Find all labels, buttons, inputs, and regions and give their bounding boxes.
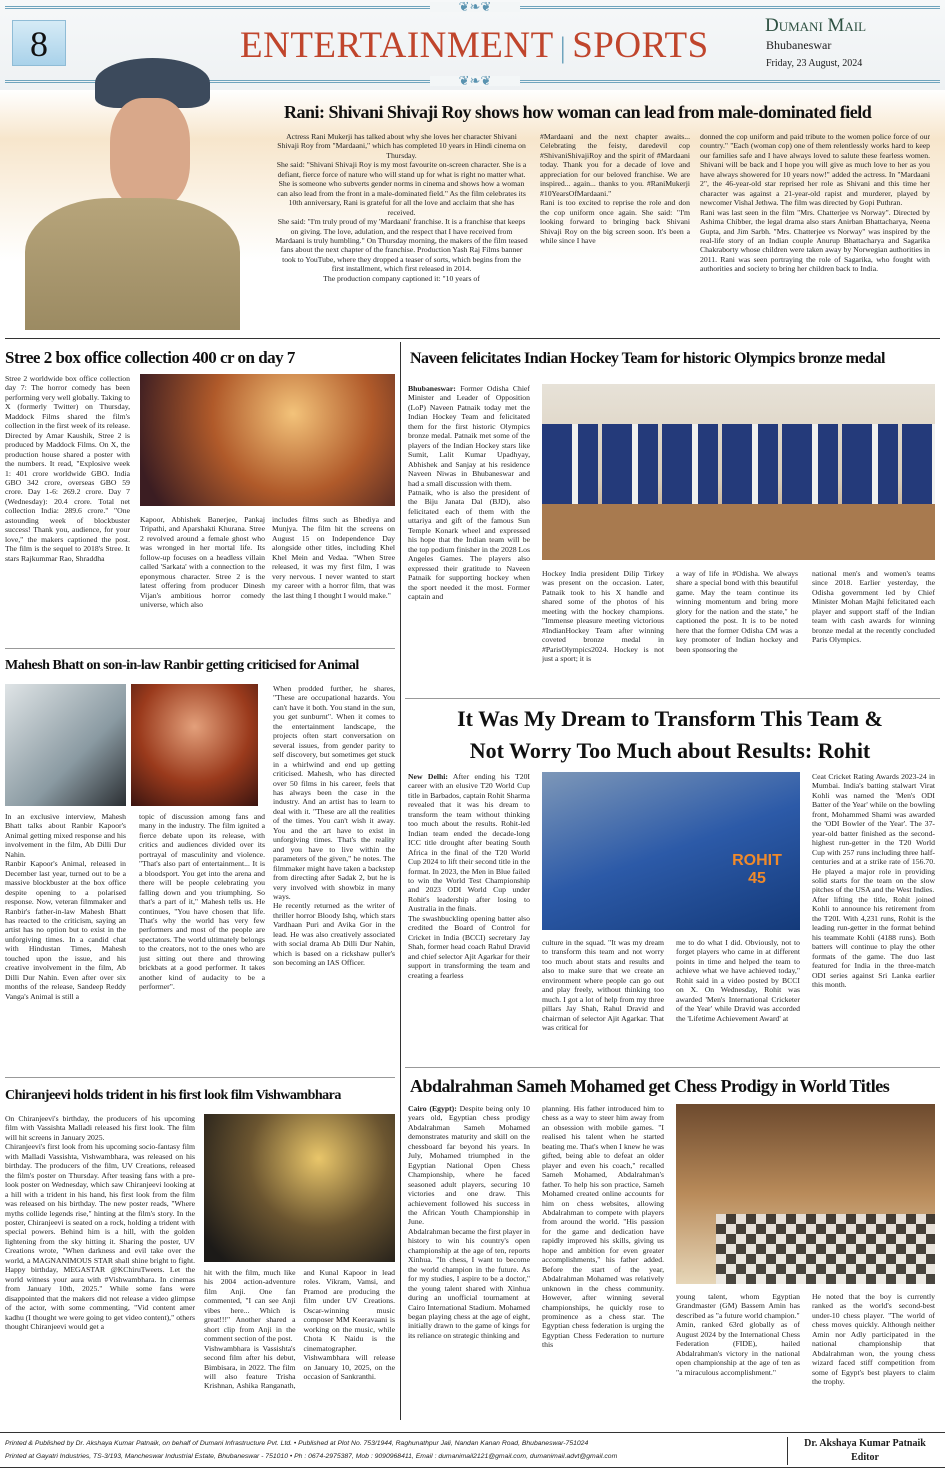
- chiru-col-1: On Chiranjeevi's birthday, the producers of his upcoming film with Vassishta Malladi released his first look. The film will hit screens in January 2025. Chiranjeevi's first look from his upcoming socio-fantasy film with Malladi Vassishta, Vishwambhara, was released on his birthday. The producers of the film, UV Creations, released the film's poster on Thursday. After teasing fans with a pre-look poster on Wednesday, which saw Chiranjeevi looking at a hill with a trident in his hand, his first look from the film was released on his birthday. The new poster reads, "Where myths collide legends rise," hinting at the film's story. In the poster, Chiranjeevi is seated on a rock, holding a trident with special powers. Behind him is a hill, with the golden lightening from the sky hitting it. Sharing the poster, UV Creations wrote, "When darkness and evil take over the world, a MAGNANIMOUS STAR shall shine bright to fight. Happy birthday, MEGASTAR @KChiruTweets. Let the world witness your aura with #Vishwambhara. In cinemas from January 10th, 2025." While some fans were disappointed that the makers did not release a video glimpse of the actor, with some commenting, "Vid content amer kadhu (I thought we were going to get video content)," others thought Chiranjeevi would get a: [5, 1114, 195, 1331]
- divider: [5, 648, 395, 649]
- mahesh-bhatt-photo: [5, 684, 126, 806]
- chess-body: Despite being only 10 years old, Egyptian chess prodigy Abdalrahman Sameh Mohamed demonstrates maturity and skill on the chessboard far beyond his years. In July, Mohamed triumphed in the Egyptian National Open Chess Championship, where he faced seasoned adult players, securing 10 victories and one draw. This achievement followed his success in the African Youth Championship in June. Abdalrahman became the first player in history to win his country's open championship at the age of ten, reports Xinhua. "In chess, I want to become the world champion in the future. As for my studies, I aspire to be a doctor," the young talent shared with Xinhua during an unofficial tournament at Cairo International Stadium. Mohamed began playing chess at the age of eight, initially drawn to the game of kings for its reliance on strategic thinking and: [408, 1104, 530, 1340]
- bhatt-col-2: topic of discussion among fans and many in the industry. The film ignited a fierce debate upon its release, with critics and audiences divided over its portrayal of masculinity and violence. "That's also part of entertainment... It is a bloodsport. You get into the arena and there will be people celebrating you falling down and you triumphing. So that's a part of it," Mahesh tells us. He continues, "You have chosen that life. That's why the world has very few performers and most of the people are spectators. The world ultimately belongs to the creators, not to the ones who are just sitting out there and throwing brickbats at a good performer. It takes another kind of audacity to be a performer".: [139, 812, 265, 992]
- paper-city: Bhubaneswar: [766, 38, 832, 52]
- section-entertainment: ENTERTAINMENT: [240, 25, 554, 66]
- headline-line-1: It Was My Dream to Transform This Team &: [457, 706, 883, 731]
- naveen-col-2: Hockey India president Dilip Tirkey was present on the occasion. Later, Patnaik took to his X handle and shared some of the photos of his meeting with the hockey champions. "Immense pleasure meeting victorious #IndianHockey Team after winning coveted bronze medal in #ParisOlympics2024. Hockey is not just a sport; it is: [542, 569, 664, 664]
- dateline: Bhubaneswar:: [408, 384, 456, 393]
- headline-stree: Stree 2 box office collection 400 cr on day 7: [5, 348, 295, 367]
- divider: |: [559, 31, 567, 64]
- imprint-line-1: Printed & Published by Dr. Akshaya Kumar Patnaik, on behalf of Dumani Infrastructure Pvt. Ltd. • Published at Plot No. 753/1944, Raghunathpur Jali, Nandan Kanan Road, Bhubaneswar-751024: [5, 1440, 589, 1447]
- column-divider: [400, 342, 401, 1420]
- imprint-footer: [0, 1432, 945, 1468]
- rani-col-1: Actress Rani Mukerji has talked about why she loves her character Shivani Shivaji Roy from "Mardaani," which has completed 10 years in Hindi cinema on Thursday. She said: "Shivani Shivaji Roy is my most favourite on-screen character. She is a defiant, fierce force of nature who will stand up for what is right no matter what. She is someone who subverts gender norms in cinema and shows how a woman can also lead from the front in a male-dominated field." As the film celebrates its 10th anniversary, Rani is grateful for all the love and acclaim that she has received. She said: "I'm truly proud of my 'Mardaani' franchise. It is a franchise that keeps on giving. The love, adulation, and the respect that I have received from Mardaani is truly humbling." On Thursday morning, the makers of the film teased fans about the next chapter of the franchise. Production Yash Raj Films banner took to YouTube, where they dropped a teaser of sorts, which begins from the first installment, which first released in 2014. The production company captioned it: "10 years of: [275, 132, 528, 283]
- naveen-col-4: national men's and women's teams since 2018. Earlier yesterday, the Odisha government led by Chief Minister Mohan Majhi felicitated each player and support staff of the Indian team with cash awards for winning bronze medal at the recently concluded Paris Olympics.: [812, 569, 935, 645]
- rohit-col-3: me to do what I did. Obviously, not to forget players who came in at different points in time and helped the team to achieve what we have achieved today," Rohit said in a video posted by BCCI on X. On Wednesday, Rohit was awarded 'Men's International Cricketer of the Year' while Dravid was accorded the 'Lifetime Achievement Award' at: [676, 938, 800, 1023]
- rohit-col-4: Ceat Cricket Rating Awards 2023-24 in Mumbai. India's batting stalwart Virat Kohli was named the 'Men's ODI Batter of the Year' while on the bowling front, Mohammed Shami was awarded the 'ODI Bowler of the Year'. The 37-year-old batter finished as the second-highest run-getter in the T20 World Cup with 257 runs including three half-centuries and at a strike rate of 156.70. He played a major role in providing solid starts for the team on the slow pitches of the USA and the West Indies. After lifting the title, Rohit joined Kohli to announce his retirement from the T20I. With 4,231 runs, Rohit is the leading run-getter in the format behind his teammate Kohli (4188 runs). Both batters will continue to play the other formats of the game. The duo last featured for India in the three-match ODI series against Sri Lanka earlier this month.: [812, 772, 935, 989]
- ranbir-animal-photo: [131, 684, 258, 806]
- stree-col-2: Kapoor, Abhishek Banerjee, Pankaj Tripathi, and Aparshakti Khurana. Stree 2 revolved around a female ghost who was wronged in her mortal life. Its follow-up focuses on a headless villain called 'Sarkata' with a connection to the eponymous character. Stree 2 is the latest offering from producer Dinesh Vijan's ambitious horror comedy universe, which also: [140, 515, 265, 610]
- stree-photo: [140, 374, 395, 506]
- divider: [405, 698, 940, 699]
- headline-naveen: Naveen felicitates Indian Hockey Team for historic Olympics bronze medal: [410, 350, 885, 367]
- section-title: [240, 24, 709, 67]
- chess-col-4: He noted that the boy is currently ranked as the world's second-best under-10 chess player. "The world of chess moves quickly. Although neither Amin nor Adly participated in the national championship that Abdalrahman won, the young chess wizard faced stiff competition from some of Egypt's best players to claim the trophy.: [812, 1292, 935, 1387]
- headline-rohit: [405, 703, 935, 767]
- rohit-body: After ending his T20I career with an elusive T20 World Cup title in Barbados, captain Rohit Sharma revealed that it was his dream to transform the team without thinking too much about the results. Rohit-led Indian team ended the decade-long ICC title drought after beating South Africa in the final of the T20 World Cup 2024 to lift their second title in the format. In 2023, the Men in Blue failed to win the World Test Championship and 2023 ODI World Cup under Rohit's leadership after losing to Australia in the finals. The swashbuckling opening batter also credited the Board of Control for Cricket in India (BCCI) secretary Jay Shah, former head coach Rahul Dravid and chief selector Ajit Agarkar for their support in transforming the team and creating a fearless: [408, 772, 530, 980]
- rani-col-3: donned the cop uniform and paid tribute to the women police force of our country." "Each (woman cop) one of them relentlessly works hard to keep our families safe and I have always loved to salute these fearless women. Shivani will be back and I hope you will give as much love to her as you have always showered for 10 years now!" added the actress. In "Mardaani 2", the 46-year-old star reprised her role as Shivani and this time her character was against a 21-year-old rapist and murderer, played by newcomer Vishal Jethwa. The film was directed by Gopi Puthran. Rani was last seen in the film "Mrs. Chatterjee vs Norway". Directed by Ashima Chibber, the legal drama also stars Anirban Bhattacharya, Neena Gupta, and Jim Sarbh. "Mrs. Chatterjee vs Norway" was inspired by the real-life story of an Indian couple Anurup Bhattacharya and Sagarika Chakraborty whose children were taken away by Norwegian authorities in 2011. Rani was seen portraying the role of Sagarika, who fought with authorities and society to bring her children back to India.: [700, 132, 930, 274]
- headline-chiru: Chiranjeevi holds trident in his first look film Vishwambhara: [5, 1088, 341, 1103]
- headline-chess: Abdalrahman Sameh Mohamed get Chess Prodigy in World Titles: [410, 1076, 890, 1096]
- headline-line-2: Not Worry Too Much about Results: Rohit: [469, 738, 871, 763]
- headline-bhatt: Mahesh Bhatt on son-in-law Ranbir getting criticised for Animal: [5, 658, 359, 673]
- chess-col-3: young talent, whom Egyptian Grandmaster (GM) Bassem Amin has described as "a future world champion." Amin, ranked 63rd globally as of August 2024 by the International Chess Federation (FIDE), hailed Abdalrahman's victory in the national open championship at the age of ten as "a miraculous accomplishment.": [676, 1292, 800, 1377]
- ornament-icon: ❦❧❦: [430, 2, 520, 12]
- divider: [5, 1077, 395, 1078]
- naveen-col-1: [408, 384, 530, 690]
- jersey-text: ROHIT 45: [732, 852, 782, 887]
- editor-name: Dr. Akshaya Kumar Patnaik: [804, 1438, 926, 1449]
- section-sports: SPORTS: [572, 25, 709, 66]
- editor-title: Editor: [851, 1452, 879, 1463]
- divider: [405, 1067, 940, 1068]
- page-number: 8: [12, 20, 66, 66]
- naveen-body: Former Odisha Chief Minister and Leader of Opposition (LoP) Naveen Patnaik today met the Indian Hockey Team and felicitated them for the first historic Olympics bronze medal. Patnaik met some of the players of the Indian Hockey stars like Sumit, Lalit Kumar Upadhyay, Abhishek and Sanjay at his residence Naveen Niwas in Bhubaneswar and had a small discussion with them. Patnaik, who is also the president of the Biju Janata Dal (BJD), also felicitated each of them with the uttariya and gift of the famous Sun Temple Konark wheel and expressed his hope that the Indian team will be the top podium finisher in the 2028 Los Angeles Games. The players also expressed their gratitude to Naveen Patnaik for supporting hockey when the sport needed it the most. Former captain and: [408, 384, 530, 601]
- rohit-col-1: [408, 772, 530, 1062]
- issue-date: Friday, 23 August, 2024: [766, 58, 863, 69]
- headline-rani: Rani: Shivani Shivaji Roy shows how woman can lead from male-dominated field: [284, 102, 872, 122]
- dateline: Cairo (Egypt):: [408, 1104, 457, 1113]
- dateline: New Delhi:: [408, 772, 448, 781]
- imprint-line-2: Printed at Gayatri Industries, TS-3/193, Mancheswar Industrial Estate, Bhubaneswar - 751010 • Ph : 0674-2975387, Mob : 9090968411, Email : dumanimail2121@gmail.com, dumanimail.advt@gmail.com: [5, 1453, 618, 1460]
- chess-col-2: planning. His father introduced him to chess as a way to steer him away from an obsession with mobile games. "I realised his talent when he started beating me. That's when I knew he was gifted, being able to defeat an older player and even his coach," recalled Sameh Mohamed, Abdalrahman's father. To help his son practice, Sameh Mohamed created online accounts for him on chess websites, allowing Abdalrahman to compete with players from around the world. "His passion for the game and dedication have rapidly improved his skills, giving us hope and ambition for even greater accomplishments," his father added. Before the start of the year, Abdalrahman Mohamed was relatively unknown in the chess community. However, after winning several championships, he quickly rose to prominence as a chess star. The Egyptian chess federation is urging the Egyptian Chess Federation to nurture this: [542, 1104, 664, 1350]
- paper-name: Dumani Mail: [765, 15, 867, 36]
- rohit-col-2: culture in the squad. "It was my dream to transform this team and not worry too much about stats and results and also to make sure that we create an environment where people can go out and play freely, without thinking too much. I got a lot of help from my three pillars Jay Shah, Rahul Dravid and chairman of selector Ajit Agarkar. That was critical for: [542, 938, 664, 1033]
- stree-col-1: Stree 2 worldwide box office collection day 7: The horror comedy has been performing very well globally. Taking to X (formerly Twitter) on Thursday, Maddock Films shared the film's collection in the first week of its release. Directed by Amar Kaushik, Stree 2 is produced by Maddock Films. On X, the production house shared a poster with the numbers. It read, "Explosive week 1: 401 crore worldwide GBO. India GBO 342 crore, overseas GBO 59 crore. Day 1-6: 269.2 crore. Day 7 (Wednesday): 20.4 crore. Total net collection India: 289.6 crore." "One astounding week of blockbuster success! Thank you, audience, for your love," the makers captioned the post. The film is the sequel to 2018's Stree. It stars Rajkummar Rao, Shraddha: [5, 374, 130, 563]
- chess-photo: [676, 1104, 935, 1284]
- vishwambhara-poster: [204, 1114, 395, 1262]
- chess-col-1: [408, 1104, 530, 1412]
- divider: [5, 338, 940, 339]
- chiru-col-2: hit with the film, much like his 2004 action-adventure film Anji. One fan commented, "I can see Anji vibes here... Which is great!!!" Another shared a short clip from Anji in the comment section of the post. Vishwambhara is Vassishta's second film after his debut, Bimbisara, in 2022. The film will also feature Trisha Krishnan, Ashika Ranganath, and Kunal Kapoor in lead roles. Vikram, Vamsi, and Pramod are producing the film under UV Creations. Oscar-winning music composer MM Keeravaani is working on the music, while Chota K Naidu is the cinematographer. Vishwambhara will release on January 10, 2025, on the occasion of Sankranthi.: [204, 1268, 395, 1391]
- bhatt-col-1: In an exclusive interview, Mahesh Bhatt talks about Ranbir Kapoor's Animal getting mixed response and his involvement in the film, Ab Dilli Dur Nahin. Ranbir Kapoor's Animal, released in December last year, turned out to be a massive blockbuster at the box office despite opening to a polarised response. Now, veteran filmmaker and Ranbir's father-in-law Mahesh Bhatt has reacted to the criticism, saying an artist has no option but to exist in the unforgiving times. In a candid chat with Hindustan Times, Mahesh touched upon the issue, and his creative involvement in the film, Ab Dilli Dur Nahin. Even after over six months of the release, Sandeep Reddy Vanga's Animal is still a: [5, 812, 126, 1001]
- hockey-team-photo: [542, 384, 935, 560]
- rohit-photo: [542, 772, 800, 930]
- rani-col-2: #Mardaani and the next chapter awaits... Celebrating the feisty, daredevil cop #ShivaniShivajiRoy and the spirit of #Mardaani today. Thank you for a decade of love and appreciation for our beloved franchise. We are inspired... again... thanks to you. #RaniMukerji #10YearsOfMardaani." Rani is too excited to reprise the role and don the cop uniform once again. She said: "I'm looking forward to bringing back Shivani Shivaji Roy on the big screen soon. It's been a while since I have: [540, 132, 690, 245]
- divider: [787, 1437, 788, 1465]
- bhatt-col-3: When prodded further, he shares, "These are occupational hazards. You can't have it both. You stand in the sun, you get sunburnt". When it comes to the entertainment landscape, the projects often start conversation on several issues, from gender parity to self discovery, but sometimes get stuck in a whirlwind and end up getting criticised. Mahesh, who has directed over 50 films in his career, feels that has always been the case in the industry. And an artist has to learn to deal with it. "These are all the realities of the times. You can't wish it away. You and the art have to exist in unforgiving times. That's the reality and you have to live within the parameters of the given," he notes. The filmmaker might have taken a backstep from directing after Sadak 2, but he is very involved with showbiz in many ways. He recently returned as the writer of thriller horror Bloody Ishq, which stars Vardhaan Puri and Avika Gor in the lead. He was also creatively associated with social drama Ab Dilli Dur Nahin, which is based on a rickshaw puller's son becoming an IAS Officer.: [273, 684, 395, 968]
- stree-col-3: includes films such as Bhediya and Munjya. The film hit the screens on August 15 on Independence Day alongside other titles, including Khel Khel Mein and Vedaa. "When Stree released, it was my first film, I was very nervous. I never wanted to start my career with a horror film, that was the last thing I thought I would make.": [272, 515, 395, 600]
- ornament-icon: ❦❧❦: [430, 76, 520, 86]
- naveen-col-3: a way of life in #Odisha. We always share a special bond with this beautiful game. May the team continue its winning momentum and bring more glory for the nation and the state," he captioned the post. It is to be noted here that the former Odisha CM was a key promoter of Indian hockey and been sponsoring the: [676, 569, 798, 654]
- rani-photo: [5, 58, 245, 330]
